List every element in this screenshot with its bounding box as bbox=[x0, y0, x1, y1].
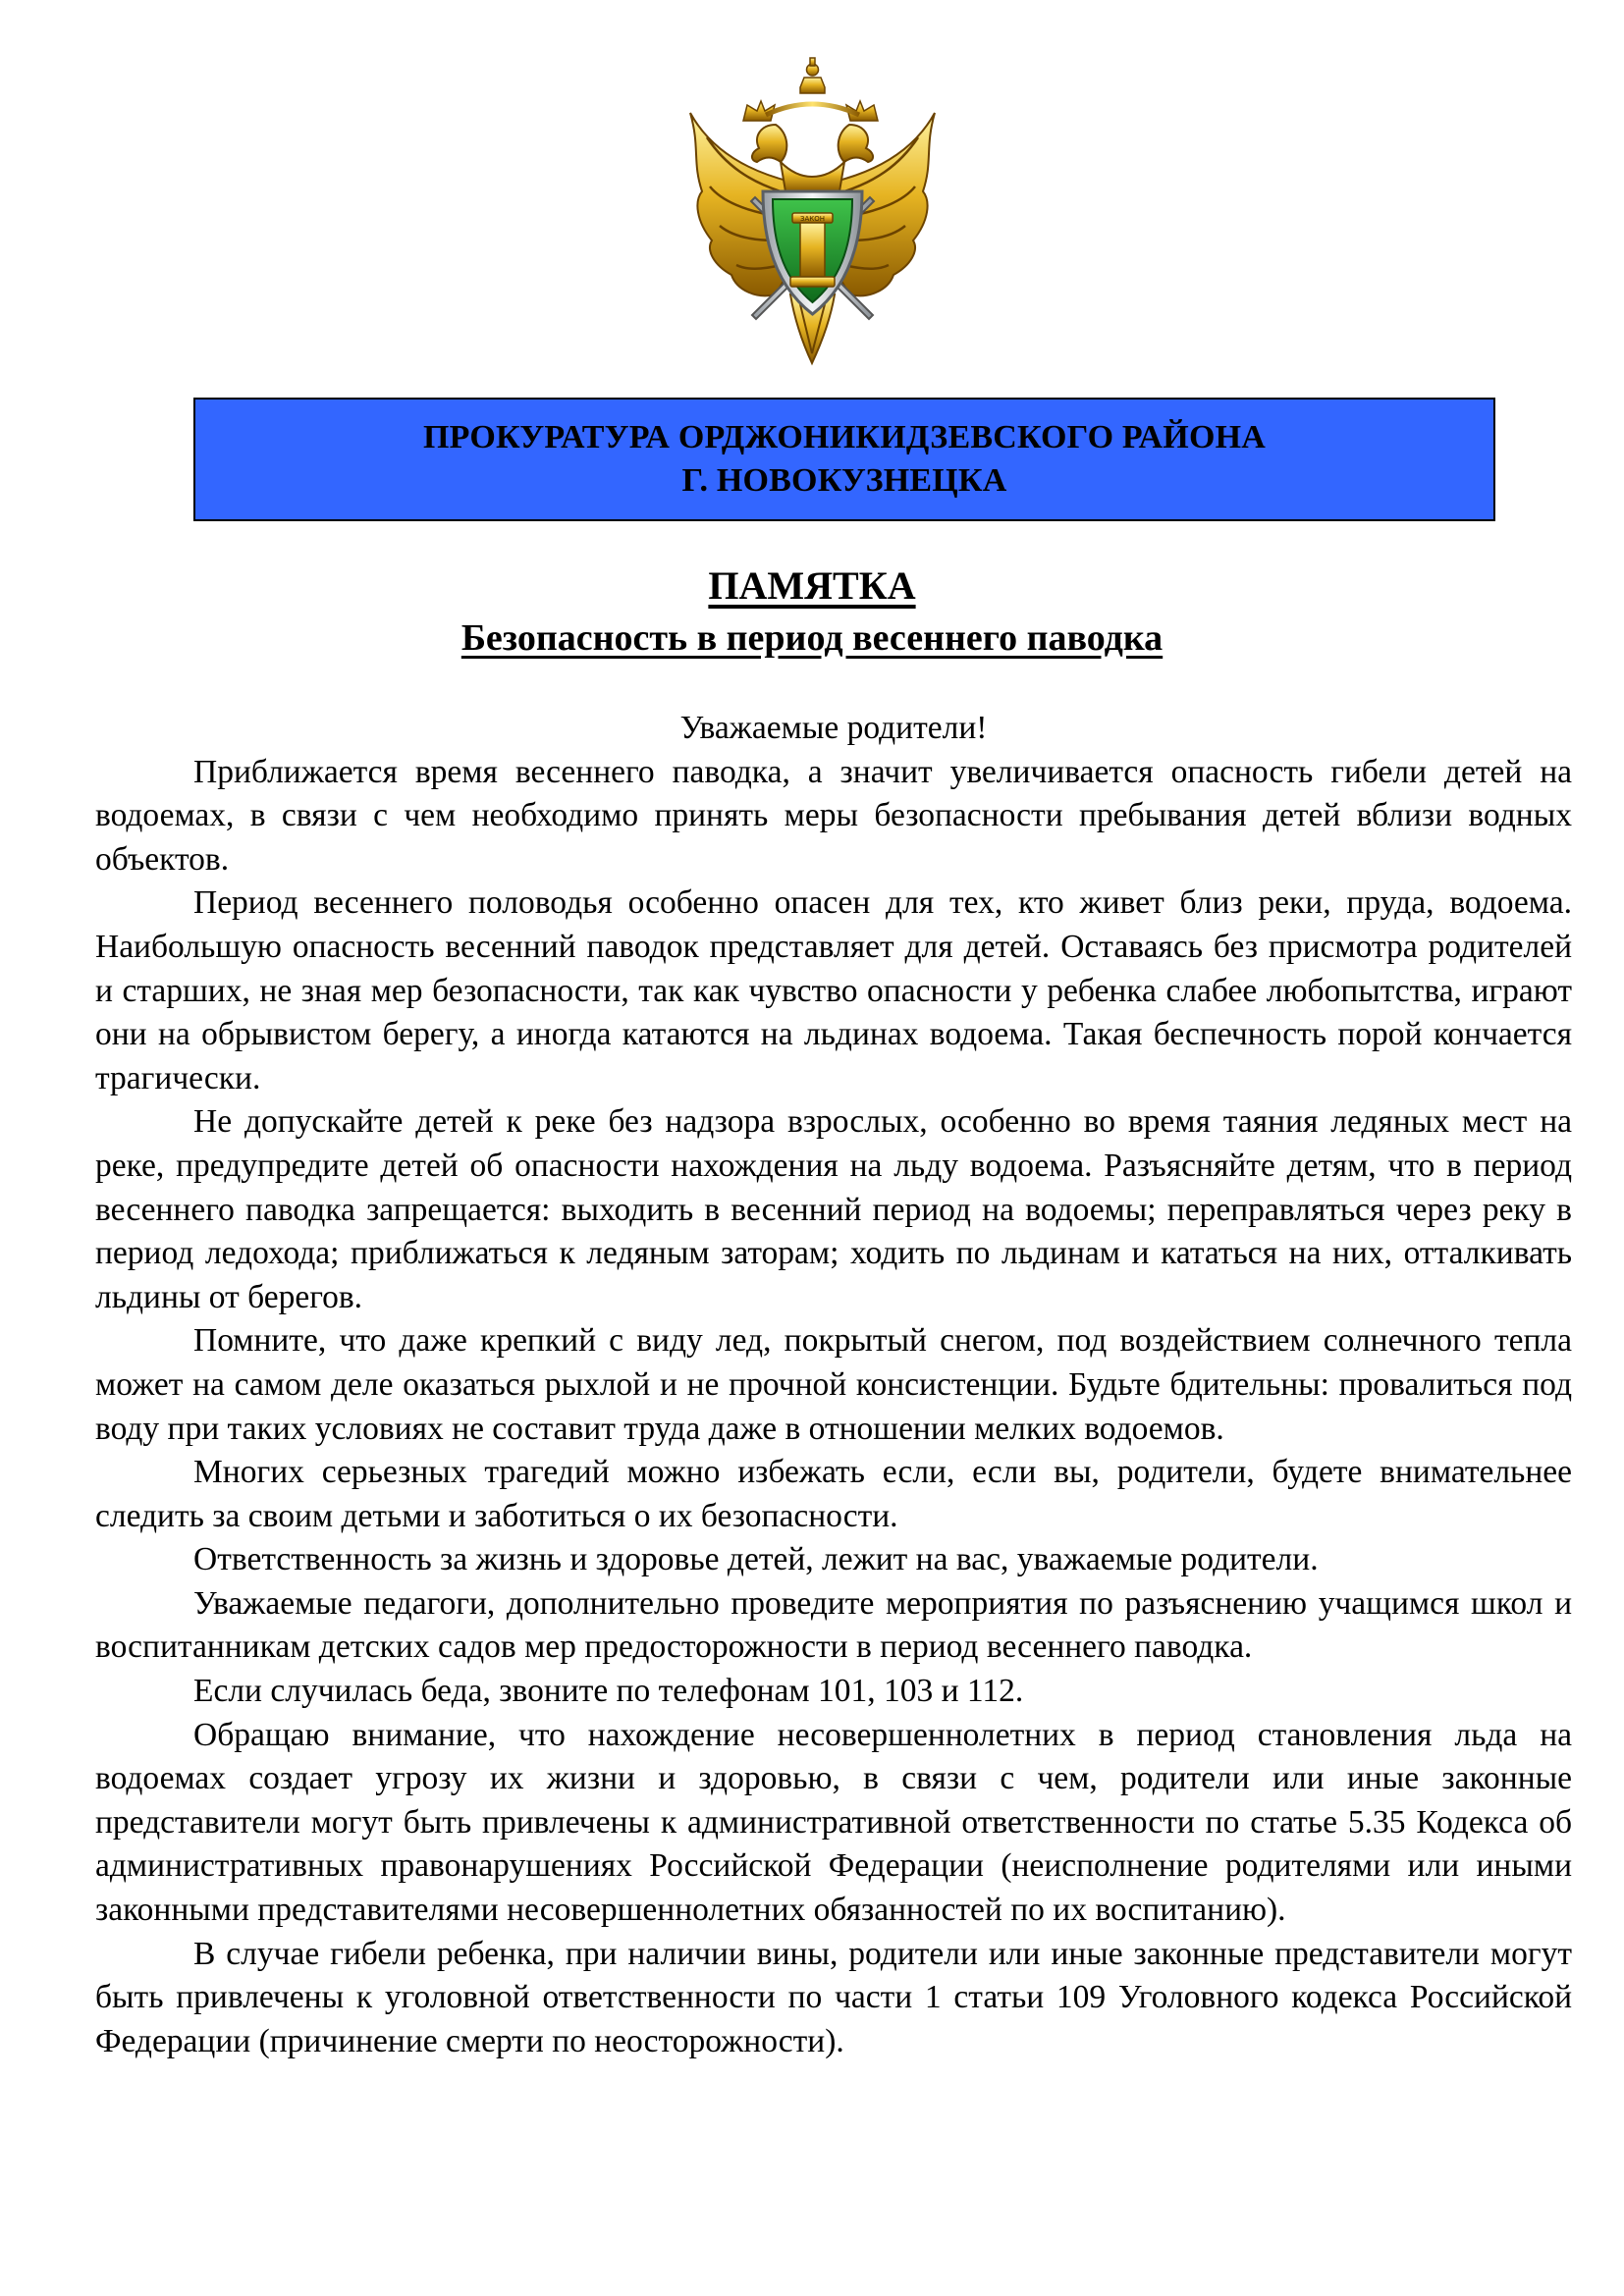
paragraph: Обращаю внимание, что нахождение несовершеннолетних в период становления льда на водоемах создает угрозу их жизни и здоровью, в связи с чем, родители или иные законные представители могут быть привлечены к административной ответственности по статье 5.35 Кодекса об административных правонарушениях Российской Федерации (неисполнение родителями или иными законными представителями несовершеннолетних обязанностей по их воспитанию). bbox=[95, 1716, 1572, 1929]
paragraph: Не допускайте детей к реке без надзора взрослых, особенно во время таяния ледяных мест на реке, предупредите детей об опасности нахождения на льду водоема. Разъясняйте детям, что в период весеннего паводка запрещается: выходить в весенний период на водоемы; переправляться через реку в период ледохода; приближаться к ледяным заторам; ходить по льдинам и кататься на них, отталкивать льдины от берегов. bbox=[95, 1103, 1572, 1315]
prosecutor-emblem-icon bbox=[682, 54, 943, 378]
paragraph: Ответственность за жизнь и здоровье детей, лежит на вас, уважаемые родители. bbox=[193, 1541, 1319, 1578]
paragraph: Приближается время весеннего паводка, а значит увеличивается опасность гибели детей на водоемах, в связи с чем необходимо принять меры безопасности пребывания детей вблизи водных объектов. bbox=[95, 753, 1572, 878]
paragraph: Если случилась беда, звоните по телефонам 101, 103 и 112. bbox=[193, 1673, 1024, 1710]
document-body bbox=[95, 707, 1572, 2063]
paragraph: Помните, что даже крепкий с виду лед, покрытый снегом, под воздействием солнечного тепла может на самом деле оказаться рыхлой и не прочной консистенции. Будьте бдительны: провалиться под воду при таких условиях не составит труда даже в отношении мелких водоемов. bbox=[95, 1322, 1572, 1447]
organization-header bbox=[193, 398, 1495, 521]
document-title: ПАМЯТКА bbox=[708, 563, 916, 608]
organization-city: Г. НОВОКУЗНЕЦКА bbox=[681, 462, 1007, 499]
svg-text:ЗАКОН: ЗАКОН bbox=[799, 215, 826, 223]
paragraph: Многих серьезных трагедий можно избежать если, если вы, родители, будете внимательнее следить за своим детьми и заботиться о их безопасности. bbox=[95, 1454, 1572, 1534]
paragraph: В случае гибели ребенка, при наличии вины, родители или иные законные представители могут быть привлечены к уголовной ответственности по части 1 статьи 109 Уголовного кодекса Российской Федерации (причинение смерти по неосторожности). bbox=[95, 1935, 1572, 2059]
organization-name: ПРОКУРАТУРА ОРДЖОНИКИДЗЕВСКОГО РАЙОНА bbox=[423, 419, 1266, 455]
paragraph: Период весеннего половодья особенно опасен для тех, кто живет близ реки, пруда, водоема. Наибольшую опасность весенний паводок представляет для детей. Оставаясь без присмотра родителей и старших, не зная мер безопасности, так как чувство опасности у ребенка слабее любопытства, играют они на обрывистом берегу, а иногда катаются на льдинах водоема. Такая беспечность порой кончается трагически. bbox=[95, 884, 1572, 1096]
greeting: Уважаемые родители! bbox=[679, 710, 988, 746]
paragraph: Уважаемые педагоги, дополнительно проведите мероприятия по разъяснению учащимся школ и воспитанникам детских садов мер предосторожности в период весеннего паводка. bbox=[95, 1584, 1572, 1666]
document-subtitle: Безопасность в период весеннего паводка bbox=[460, 617, 1164, 659]
